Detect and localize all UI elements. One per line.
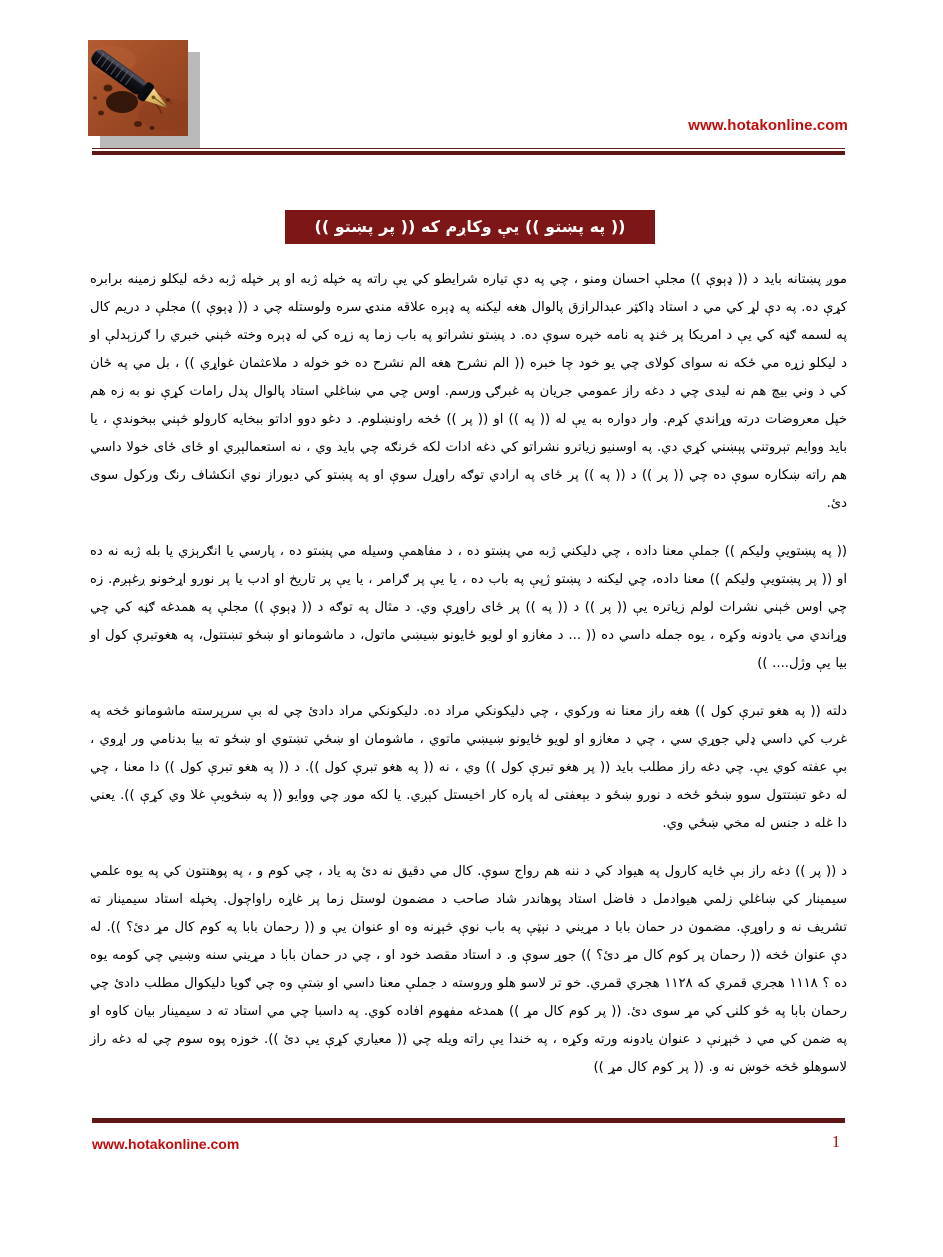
header-divider-thick [92, 151, 845, 155]
page-number: 1 [831, 1132, 841, 1151]
footer-divider [92, 1118, 845, 1123]
page-header [0, 0, 943, 160]
body-paragraph: د (( پر )) دغه راز بې ځایه کارول په هیواد کي د ننه هم رواج سوې. کال مي دقیق نه دئ په یاد ، چي کوم و ، په پوهنتون کي په یوه علمي سیمینار کي ښاغلي زلمي هیوادمل د فاضل استاد پوهاندر شاد صاحب د مضمون لوستل زما پر غاړه راواچول. پخپله استاد سیمینار ته تشریف نه و راوړې. مضمون در حمان بابا د مړیني د نېټې په باب نوې څېړنه وه او عنوان یې و (( رحمان بابا په کوم کال مړ دئ؟ )). له دې عنوان ځخه (( رحمان پر کوم کال مړ دئ؟ )) جوړ سوې و. د استاد مقصد خود او ، چي در حمان بابا د مړیني سنه وښیي چي کومه یوه ده ؟ ۱۱۱۸ هجري قمري که ۱۱۲۸ هجري قمري. خو تر لاسو هلو وروسته د جملې معنا داسي او ښتې وه چي ګویا دلیکوال مطلب دادئ چي رحمان بابا په ځو کلنۍ کي مړ سوی دئ. (( پر کوم کال مړ )) همدغه مفهوم افاده کوي. په داسبا چي مي استاد ته د سیمینار بیان کاوه او په ضمن کي مي د څېړنې د عنوان یادونه ورته وکړه ، په خندا یې راته ویله چي (( معیاري کړې یې دئ )). خوزه پوه سوم چي له دغه راز لاسوهلو ځخه خوښ نه و. (( پر کوم کال مړ )) [90, 864, 847, 1075]
footer-site-url[interactable]: www.hotakonline.com [92, 1136, 240, 1152]
document-body [90, 266, 847, 1082]
fountain-pen-icon [88, 40, 188, 136]
header-site-url[interactable]: www.hotakonline.com [688, 117, 848, 134]
document-title-banner: (( په پښتو )) یې وکاږم که (( پر پښتو )) [285, 210, 655, 244]
body-paragraph: (( په پښتویې ولیکم )) جملې معنا داده ، چي دلیکني ژبه مي پښتو ده ، د مفاهمې وسیله مي پښتو ده ، پارسي یا انګرېزي یا بله ژبه نه ده او (( پر پښتویې ولیکم )) معنا داده، چي لیکنه د پښتو ژپې په باب ده ، یا یې پر ګرامر ، یا یې پر تاریخ او ادب یا پر نورو اړخونو ږغېږم. زه چي اوس څېني نشرات لولم زیاتره یې (( پر )) د (( په )) پر ځای راوړې وي. د مثال په توګه د (( ډېوې )) مجلې په همدغه ګڼه کي چي وړاندي مي یادونه وکړه ، یوه جمله داسي ده (( ... د مغازو او لویو ځایونو ښیښي ماتول، د ماشومانو او ښځو تښتتول، په هغوتبرې کول او بیا یې وژل.... )) [90, 544, 847, 671]
header-logo [88, 40, 194, 144]
body-paragraph: موږ پښتانه باید د (( ډېوې )) مجلې احسان ومنو ، چي په دې تیاره شرایطو کي یې راته په خپله ژبه او پر خپله ژبه دځه لیکلو زمینه برابره کړې ده. په دې لړ کي مي د استاد ډاکټر عبدالرازق پالوال هغه لیکنه په ډېره علاقه مندۍ سره ولوستله چي د (( ډېوې )) مجلې د دریم کال په لسمه ګڼه کي یې د امریکا پر څنډ په نامه خپره سوې ده. د پښتو نشراتو په باب زما په زړه کي له ډېره وخته څېني خبري را ګرزېدلې او د لیکلو زړه مي ځکه نه سوای کولای چي یو خود چا خبره (( الم نشرح هغه الم نشرح ده خو خوله د ملاعثمان غواړي )) ، بل مي په ځان کي د وني بیچ هم نه لیدی چي د دغه راز عمومي جریان په غبرګۍ ورسم. اوس چي مي ښاغلي استاد پالوال پدل رامات کړې نو به زه هم خپل معروضات درته وړاندي کړم. وار دواره به یې له (( په )) او (( پر )) ځخه راونښلوم. د دغو دوو اداتو ببخایه کارولو څېني ببخوندې ، یا باید ووایم تېروتني پېښني کړي دي. په اوسنیو زیاترو نشراتو کي دغه ادات لکه څرنګه چي باید وي ، نه استعمالېږي او ځای ځای خولا داسي هم راته ښکاره سوې ده چي (( پر )) د (( په )) پر ځای په ارادي توګه راوړل سوې او په پښتو کي دیوراز نوي انکشاف رنګ ورکول سوی دئ. [90, 272, 847, 511]
body-paragraph: دلته (( په هغو تبرې کول )) هغه راز معنا نه ورکوي ، چي دلیکونکي مراد ده. دلیکونکي مراد دادئ چي له بې سرپرسته ماشومانو ځخه په غرب کي داسي ډلي جوړي سي ، چي د مغازو او لویو ځایونو ښیښي ماتوي ، ماشومان او ښځي تښتوي او ښځو ته بیا بدنامي ور اړوي ، بې عفته کوي یې. چي دغه راز مطلب باید (( پر هغو تبرې کول )) وي ، نه (( په هغو تبرې کول )). د (( په هغو تبرې کول )) دا معنا ، چي له دغو تښتتول سوو ښځو ځخه د نورو ښځو د بېعفتی له پاره کار اخیستل کېږي. یا لکه موږ چي ووایو (( په ښځویې غلا وي کړې )). یعني دا غله د جنس له مخي ښځي وي. [90, 704, 847, 831]
header-divider-thin [92, 148, 845, 149]
page-footer [0, 1118, 943, 1198]
